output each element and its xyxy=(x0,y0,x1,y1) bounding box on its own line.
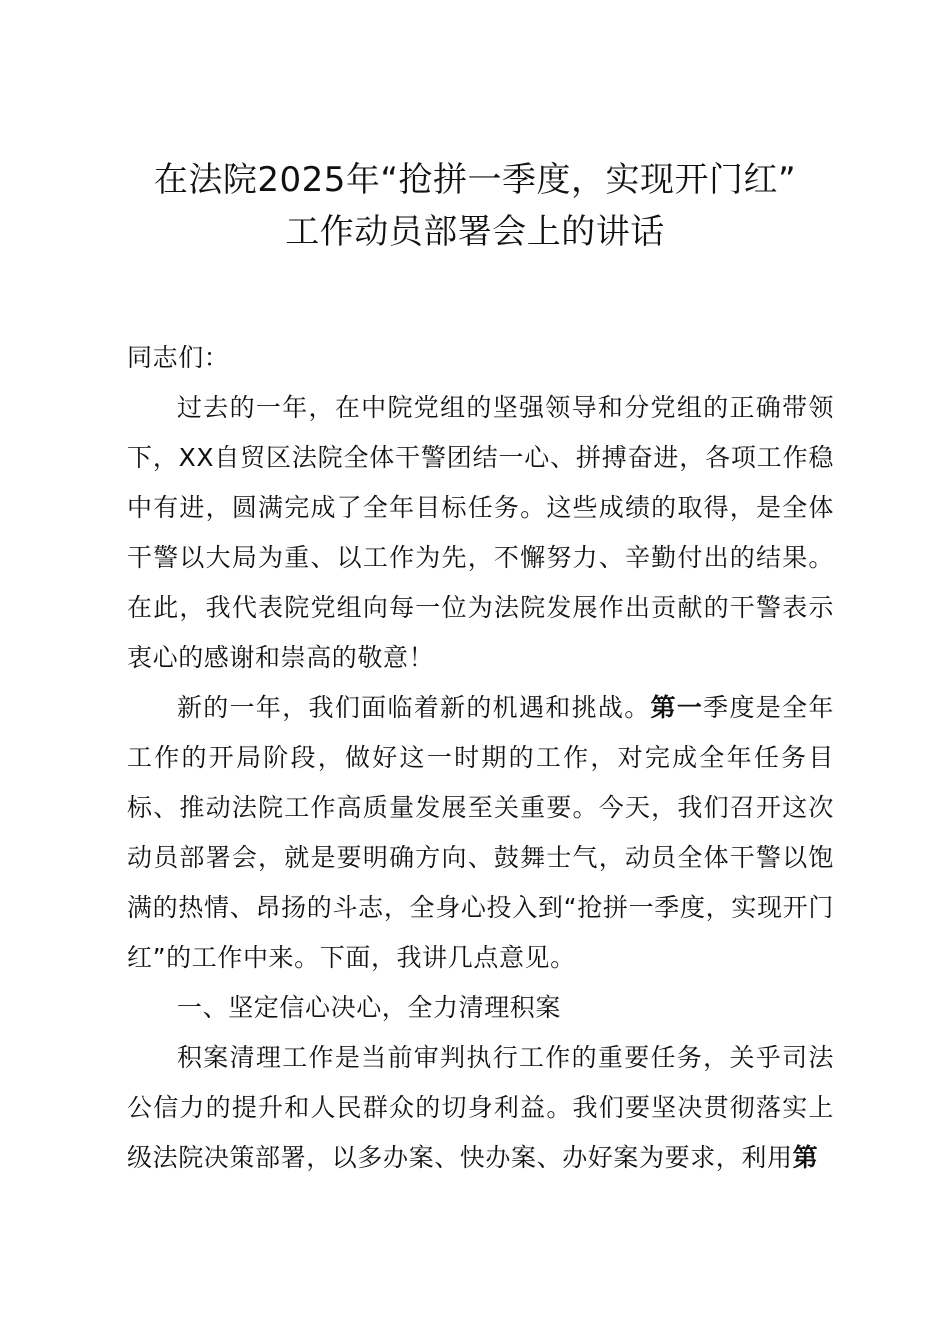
speech-body xyxy=(127,333,834,1183)
paragraph-3-text: 积案清理工作是当前审判执行工作的重要任务，关乎司法公信力的提升和人民群众的切身利益。我们要坚决贯彻落实上级法院决策部署，以多办案、快办案、办好案为要求，利用 xyxy=(127,1043,834,1172)
salutation: 同志们： xyxy=(127,343,230,372)
paragraph-2-lead: 新的一年，我们面临着新的机遇和挑战。 xyxy=(177,693,651,722)
section-heading-1: 一、坚定信心决心，全力清理积案 xyxy=(177,993,562,1022)
paragraph-2 xyxy=(127,683,834,983)
title-line-1: 在法院2025年“抢拼一季度，实现开门红” xyxy=(153,160,797,200)
paragraph-3 xyxy=(127,1033,834,1183)
paragraph-2-bold: 第一 xyxy=(650,693,704,722)
paragraph-1: 过去的一年，在中院党组的坚强领导和分党组的正确带领下，XX自贸区法院全体干警团结一心、拼搏奋进，各项工作稳中有进，圆满完成了全年目标任务。这些成绩的取得，是全体干警以大局为重、以工作为先，不懈努力、辛勤付出的结果。在此，我代表院党组向每一位为法院发展作出贡献的干警表示衷心的感谢和崇高的敬意！ xyxy=(127,393,834,672)
title-line-2: 工作动员部署会上的讲话 xyxy=(285,212,665,252)
paragraph-2-rest: 季度是全年工作的开局阶段，做好这一时期的工作，对完成全年任务目标、推动法院工作高质量发展至关重要。今天，我们召开这次动员部署会，就是要明确方向、鼓舞士气，动员全体干警以饱满的热情、昂扬的斗志，全身心投入到“抢拼一季度，实现开门红”的工作中来。下面，我讲几点意见。 xyxy=(127,693,834,972)
paragraph-3-bold: 第 xyxy=(792,1143,819,1172)
